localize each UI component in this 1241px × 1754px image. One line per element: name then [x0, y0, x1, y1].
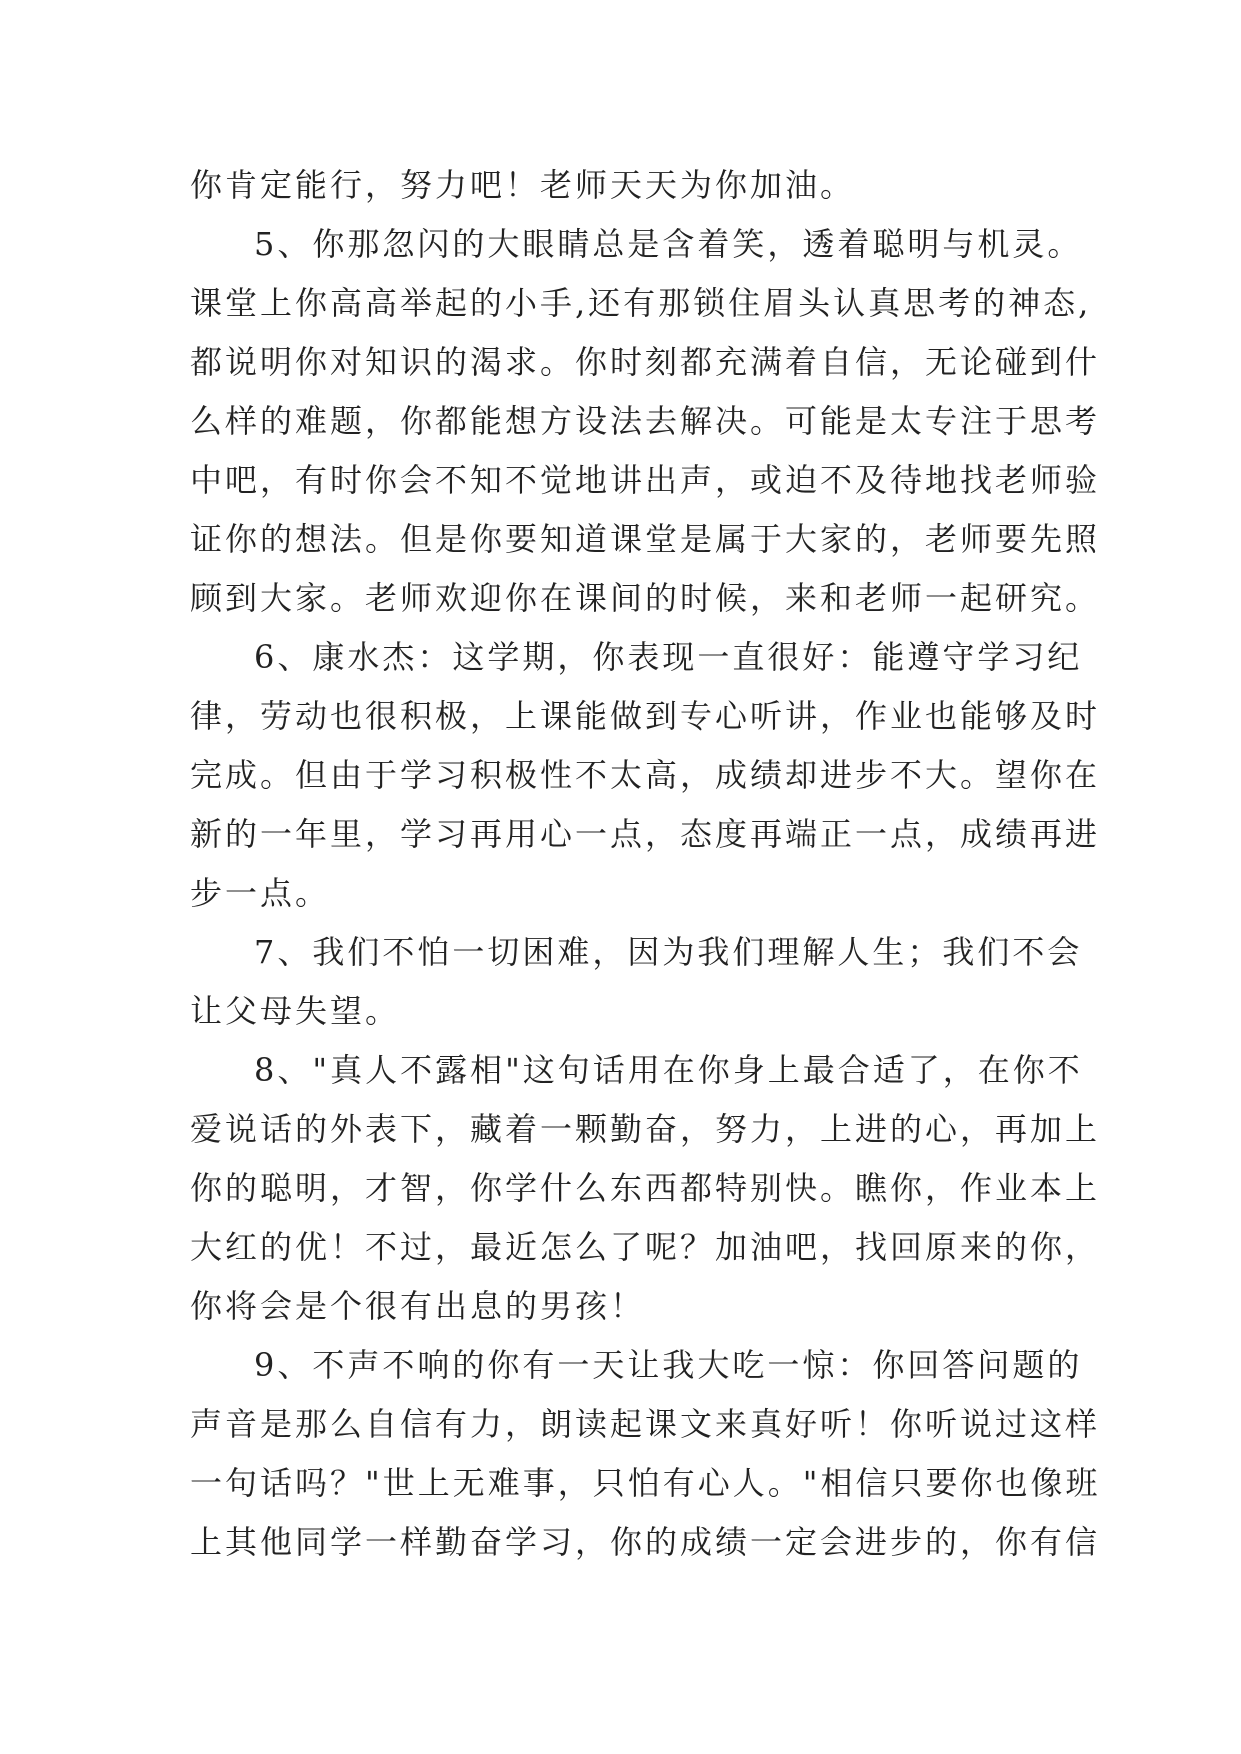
- text-line: 证你的想法。但是你要知道课堂是属于大家的，老师要先照: [190, 520, 1101, 558]
- text-line: 上其他同学一样勤奋学习，你的成绩一定会进步的，你有信: [190, 1523, 1101, 1561]
- text-line: 顾到大家。老师欢迎你在课间的时候，来和老师一起研究。: [190, 579, 1101, 617]
- text-line: 么样的难题，你都能想方设法去解决。可能是太专注于思考: [190, 402, 1101, 440]
- text-line: 你肯定能行，努力吧！老师天天为你加油。: [190, 166, 856, 204]
- text-line: 课堂上你高高举起的小手,还有那锁住眉头认真思考的神态,: [190, 284, 1092, 322]
- text-line: 9、不声不响的你有一天让我大吃一惊：你回答问题的: [254, 1346, 1083, 1384]
- text-line: 爱说话的外表下，藏着一颗勤奋，努力，上进的心，再加上: [190, 1110, 1101, 1148]
- text-line: 步一点。: [190, 874, 331, 912]
- text-line: 新的一年里，学习再用心一点，态度再端正一点，成绩再进: [190, 815, 1101, 853]
- text-line: 6、康水杰：这学期，你表现一直很好：能遵守学习纪: [254, 638, 1083, 676]
- text-line: 5、你那忽闪的大眼睛总是含着笑，透着聪明与机灵。: [254, 225, 1083, 263]
- text-line: 律，劳动也很积极，上课能做到专心听讲，作业也能够及时: [190, 697, 1101, 735]
- text-line: 让父母失望。: [190, 992, 401, 1030]
- body-text: [190, 156, 1101, 1572]
- text-line: 完成。但由于学习积极性不太高，成绩却进步不大。望你在: [190, 756, 1101, 794]
- text-line: 你将会是个很有出息的男孩！: [190, 1287, 646, 1325]
- text-line: 中吧，有时你会不知不觉地讲出声，或迫不及待地找老师验: [190, 461, 1101, 499]
- text-line: 声音是那么自信有力，朗读起课文来真好听！你听说过这样: [190, 1405, 1101, 1443]
- text-line: 8、"真人不露相"这句话用在你身上最合适了，在你不: [254, 1051, 1083, 1089]
- text-line: 一句话吗？"世上无难事，只怕有心人。"相信只要你也像班: [190, 1464, 1101, 1502]
- text-line: 7、我们不怕一切困难，因为我们理解人生；我们不会: [254, 933, 1083, 971]
- text-line: 都说明你对知识的渴求。你时刻都充满着自信，无论碰到什: [190, 343, 1101, 381]
- text-line: 大红的优！不过，最近怎么了呢？加油吧，找回原来的你，: [190, 1228, 1101, 1266]
- text-line: 你的聪明，才智，你学什么东西都特别快。瞧你，作业本上: [190, 1169, 1101, 1207]
